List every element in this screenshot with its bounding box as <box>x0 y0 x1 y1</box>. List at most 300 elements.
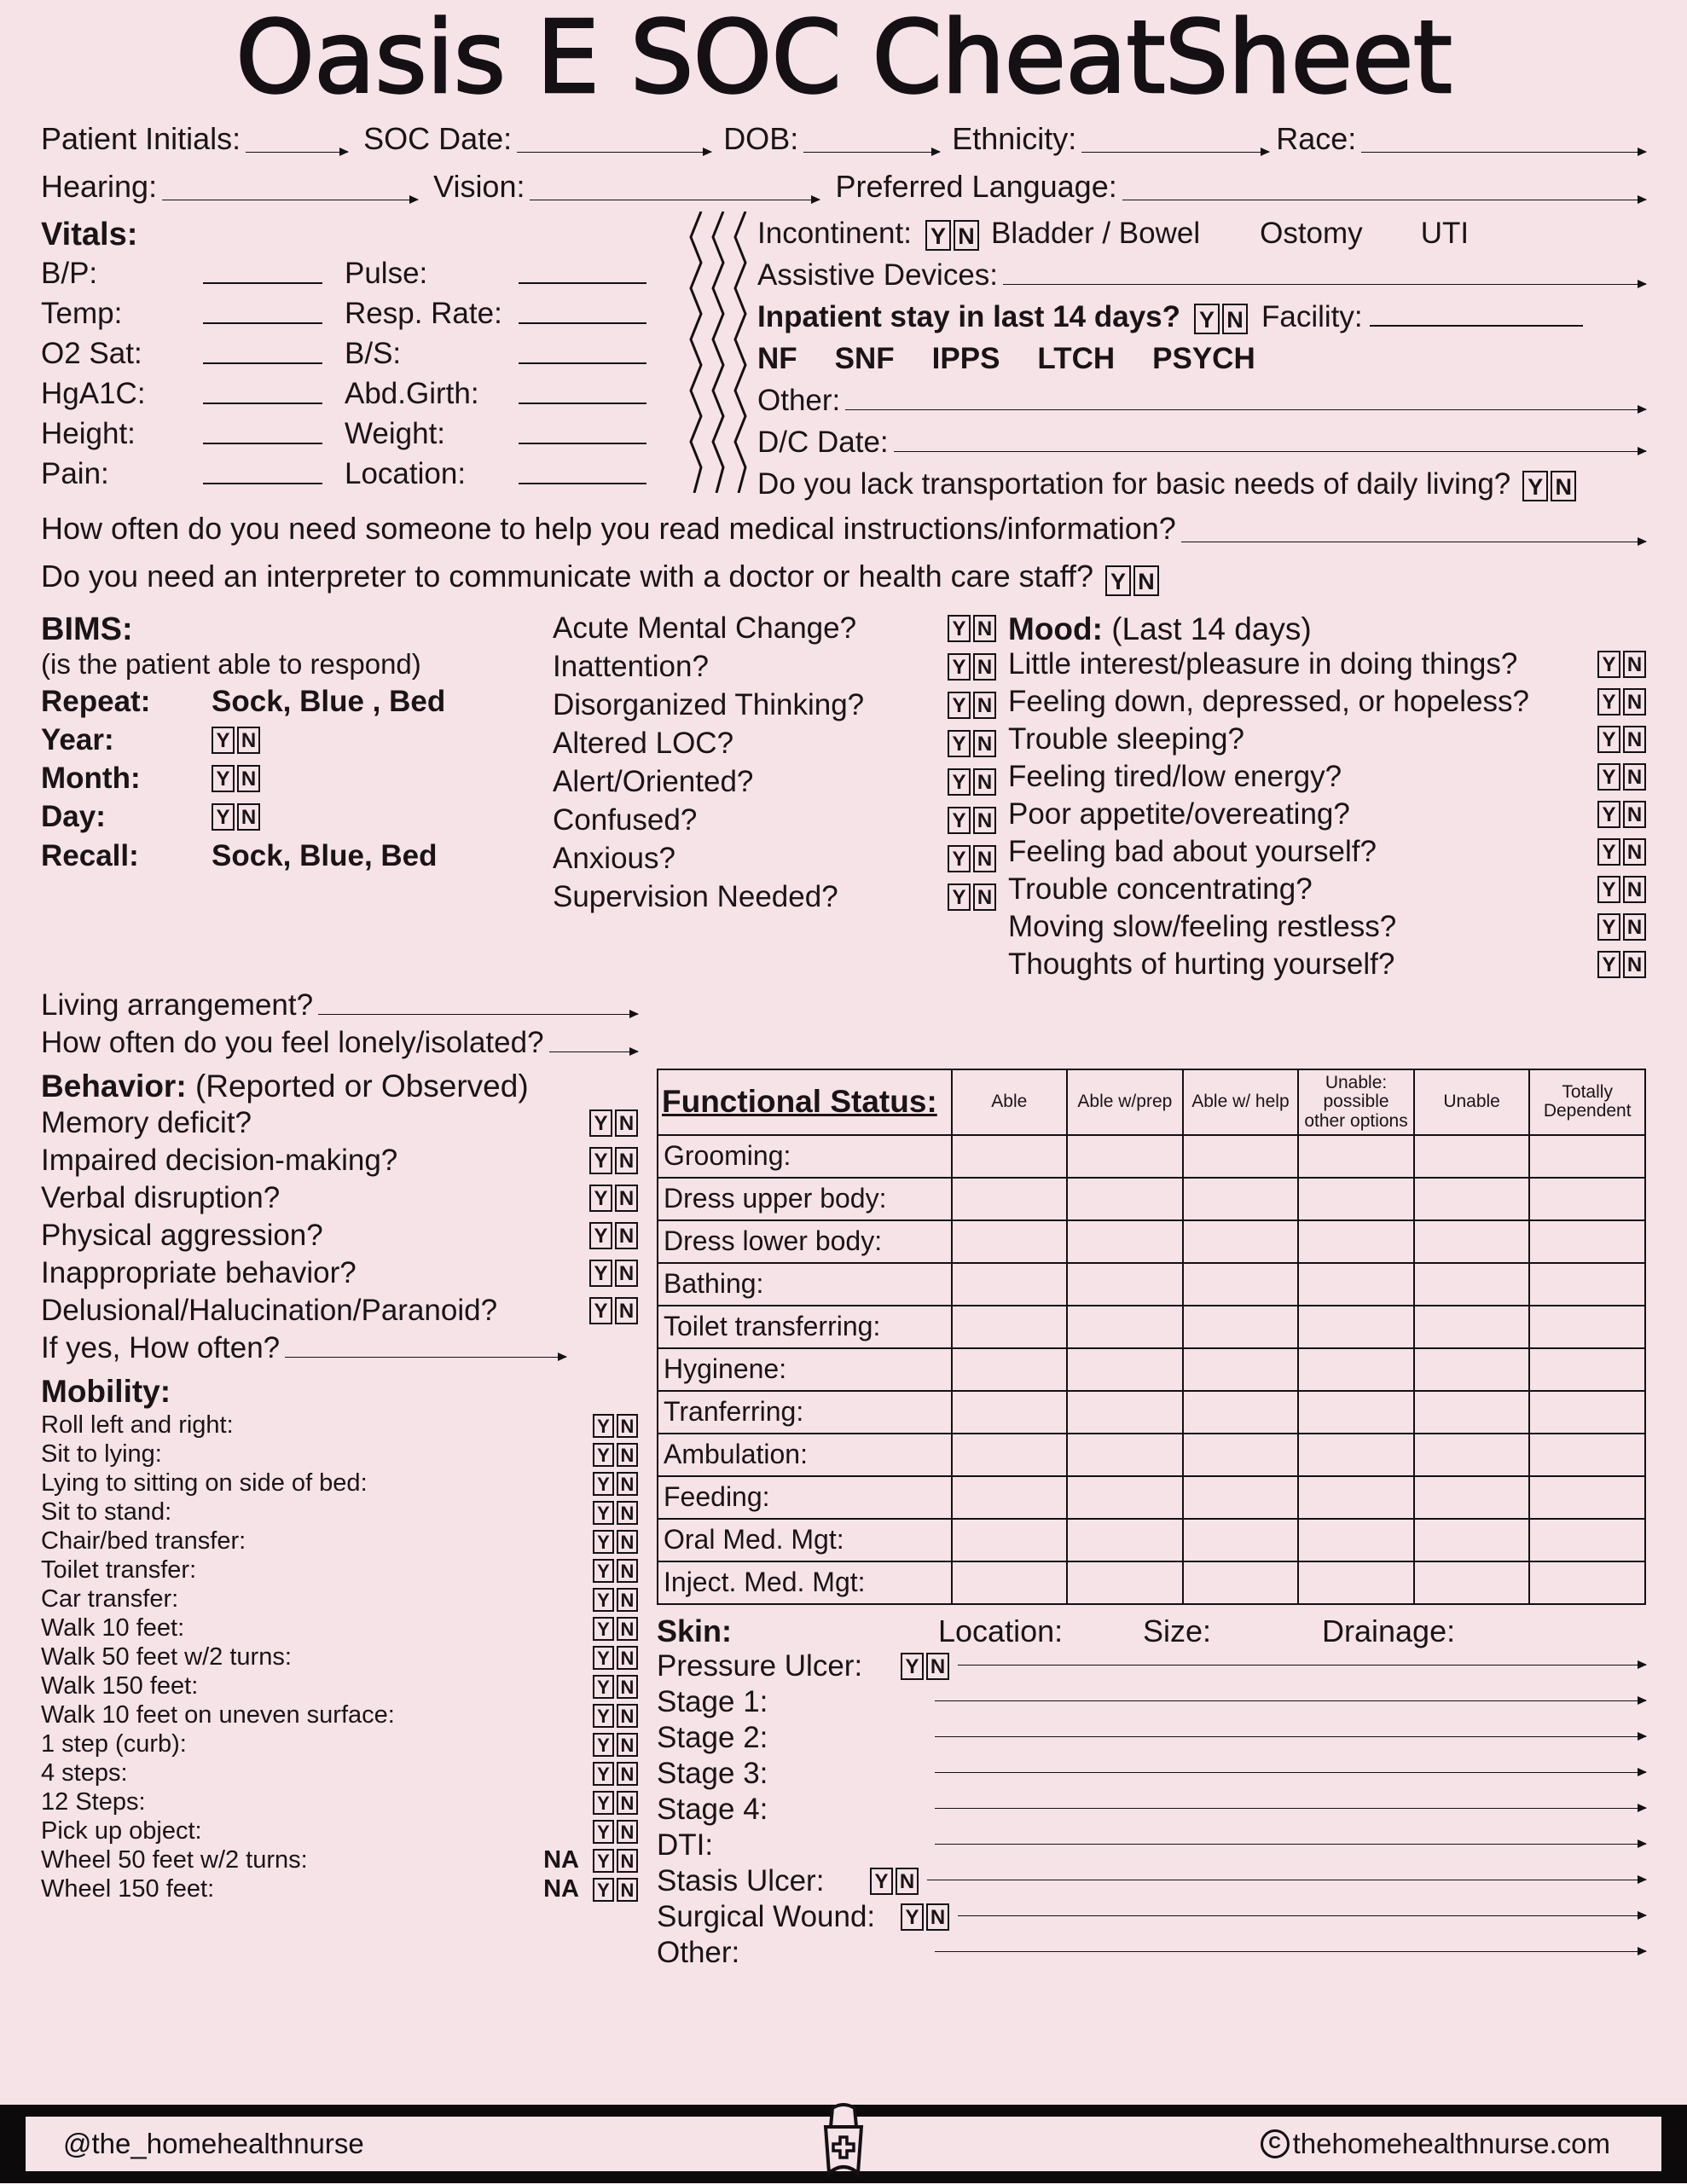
mobility-label-wheel-150-feet: Wheel 150 feet: <box>41 1875 215 1903</box>
mobility-chair-bed-transfer-yn[interactable] <box>593 1530 638 1554</box>
fs-cell-feeding-0[interactable] <box>952 1476 1068 1519</box>
mobility-1-step-curb-no[interactable]: N <box>617 1733 638 1757</box>
mobility-pick-up-object-yn[interactable] <box>593 1820 638 1844</box>
behavior-inappropriate-behavior-yn[interactable] <box>589 1260 638 1287</box>
behavior-impaired-decision-making-yn[interactable] <box>589 1147 638 1174</box>
mobility-12-steps-yn[interactable] <box>593 1791 638 1815</box>
behavior-memory-deficit-yes[interactable]: Y <box>589 1109 612 1137</box>
mobility-wheel-150-feet-yn[interactable] <box>593 1878 638 1902</box>
mood-trouble-sleeping-yn[interactable] <box>1597 726 1646 753</box>
behavior-memory-deficit-yn[interactable] <box>589 1109 638 1137</box>
mood-trouble-sleeping-yes[interactable]: Y <box>1597 726 1620 753</box>
skin-label-stage-1: Stage 1: <box>657 1684 768 1718</box>
mobility-wheel-150-feet-no[interactable]: N <box>617 1878 638 1902</box>
mental-inattention-yn[interactable] <box>948 653 996 681</box>
skin-input-stage-3[interactable] <box>935 1772 1646 1773</box>
mental-disorganized-thinking-yes[interactable]: Y <box>948 692 971 719</box>
mental-supervision-needed-yes[interactable]: Y <box>948 883 971 911</box>
mood-moving-slow-feeling-restless-no[interactable]: N <box>1623 913 1646 941</box>
table-row <box>658 1135 1645 1178</box>
mobility-wheel-150-feet-yes[interactable]: Y <box>593 1878 614 1902</box>
fs-cell-bathing-5[interactable] <box>1529 1263 1645 1306</box>
behavior-physical-aggression-yes[interactable]: Y <box>589 1222 612 1249</box>
fs-cell-dress-lower-body-3[interactable] <box>1298 1220 1414 1263</box>
mood-feeling-down-depressed-or-hopeless-yn[interactable] <box>1597 688 1646 715</box>
fs-cell-ambulation-5[interactable] <box>1529 1434 1645 1476</box>
fs-cell-hyginene-1[interactable] <box>1067 1348 1183 1391</box>
mental-confused-yn[interactable] <box>948 807 996 834</box>
mobility-toilet-transfer-yes[interactable]: Y <box>593 1559 614 1583</box>
mobility-walk-50-feet-w-2-turns-no[interactable]: N <box>617 1646 638 1670</box>
ethnicity-input[interactable] <box>1081 152 1269 153</box>
fs-cell-grooming-0[interactable] <box>952 1135 1068 1178</box>
mobility-walk-50-feet-w-2-turns-yes[interactable]: Y <box>593 1646 614 1670</box>
behavior-impaired-decision-making-no[interactable]: N <box>615 1147 638 1174</box>
vitals-input-b-s[interactable] <box>519 362 646 364</box>
mental-anxious-yn[interactable] <box>948 845 996 872</box>
mood-poor-appetite-overeating-no[interactable]: N <box>1623 801 1646 828</box>
mood-item <box>1008 872 1646 907</box>
race-input[interactable] <box>1361 152 1646 153</box>
lonely-input[interactable] <box>549 1051 638 1052</box>
bims-day-yes[interactable]: Y <box>212 803 235 831</box>
mental-status-item <box>553 611 996 646</box>
skin-surgical-wound-yn[interactable] <box>901 1903 949 1931</box>
fs-cell-hyginene-4[interactable] <box>1414 1348 1530 1391</box>
mental-inattention-yes[interactable]: Y <box>948 653 971 681</box>
behavior-label-memory-deficit: Memory deficit? <box>41 1106 252 1139</box>
vitals-input-b-p[interactable] <box>203 282 322 284</box>
interpreter-yn[interactable] <box>1105 565 1159 596</box>
mobility-walk-10-feet-on-uneven-surface-yn[interactable] <box>593 1704 638 1728</box>
mobility-sit-to-stand-yes[interactable]: Y <box>593 1501 614 1525</box>
skin-input-other[interactable] <box>935 1951 1646 1952</box>
mood-trouble-concentrating-no[interactable]: N <box>1623 876 1646 903</box>
mood-thoughts-of-hurting-yourself-yes[interactable]: Y <box>1597 951 1620 978</box>
mental-anxious-yes[interactable]: Y <box>948 845 971 872</box>
mood-moving-slow-feeling-restless-yn[interactable] <box>1597 913 1646 941</box>
mobility-wheel-50-feet-w-2-turns-yes[interactable]: Y <box>593 1849 614 1873</box>
mood-item <box>1008 685 1646 719</box>
vitals-label-abd-girth: Abd.Girth: <box>345 377 479 410</box>
behavior-inappropriate-behavior-yes[interactable]: Y <box>589 1260 612 1287</box>
mobility-12-steps-no[interactable]: N <box>617 1791 638 1815</box>
bims-year-yes[interactable]: Y <box>212 727 235 754</box>
fs-cell-feeding-4[interactable] <box>1414 1476 1530 1519</box>
mood-feeling-tired-low-energy-no[interactable]: N <box>1623 763 1646 791</box>
living-arrangement-input[interactable] <box>318 1014 638 1015</box>
behavior-impaired-decision-making-yes[interactable]: Y <box>589 1147 612 1174</box>
fs-cell-grooming-2[interactable] <box>1183 1135 1299 1178</box>
mobility-car-transfer-yes[interactable]: Y <box>593 1588 614 1612</box>
mental-acute-mental-change-yn[interactable] <box>948 615 996 642</box>
fs-cell-toilet-transferring-4[interactable] <box>1414 1306 1530 1348</box>
header-row-2 <box>41 169 1646 208</box>
vitals-input-pulse[interactable] <box>519 282 646 284</box>
fs-cell-bathing-4[interactable] <box>1414 1263 1530 1306</box>
fs-cell-oral-med-mgt-0[interactable] <box>952 1519 1068 1561</box>
mental-disorganized-thinking-yn[interactable] <box>948 692 996 719</box>
skin-pressure-ulcer-no[interactable]: N <box>926 1653 949 1680</box>
mobility-walk-10-feet-yn[interactable] <box>593 1617 638 1641</box>
bims-day-no[interactable]: N <box>237 803 260 831</box>
fs-cell-toilet-transferring-2[interactable] <box>1183 1306 1299 1348</box>
bims-item <box>41 723 553 757</box>
vitals-input-resp-rate[interactable] <box>519 322 646 324</box>
dc-date-input[interactable] <box>894 451 1646 452</box>
skin-col-drainage: Drainage: <box>1322 1613 1456 1648</box>
mobility-toilet-transfer-no[interactable]: N <box>617 1559 638 1583</box>
mobility-12-steps-yes[interactable]: Y <box>593 1791 614 1815</box>
fs-cell-toilet-transferring-0[interactable] <box>952 1306 1068 1348</box>
fs-cell-feeding-2[interactable] <box>1183 1476 1299 1519</box>
incontinent-label: Incontinent: <box>757 217 912 250</box>
mental-supervision-needed-no[interactable]: N <box>973 883 996 911</box>
fs-cell-dress-upper-body-1[interactable] <box>1067 1178 1183 1220</box>
fs-cell-dress-lower-body-2[interactable] <box>1183 1220 1299 1263</box>
mood-feeling-bad-about-yourself-yes[interactable]: Y <box>1597 838 1620 866</box>
transportation-no[interactable]: N <box>1551 471 1576 501</box>
interpreter-yes[interactable]: Y <box>1105 565 1131 596</box>
mobility-sit-to-lying-no[interactable]: N <box>617 1443 638 1467</box>
mental-label-supervision-needed: Supervision Needed? <box>553 880 838 913</box>
interpreter-no[interactable]: N <box>1133 565 1159 596</box>
mobility-item <box>41 1556 638 1584</box>
mobility-sit-to-lying-yn[interactable] <box>593 1443 638 1467</box>
mobility-item <box>41 1614 638 1642</box>
incontinent-options[interactable]: Bladder / Bowel <box>990 217 1201 250</box>
mobility-lying-to-sitting-on-side-of-bed-yes[interactable]: Y <box>593 1472 614 1496</box>
fs-cell-dress-upper-body-4[interactable] <box>1414 1178 1530 1220</box>
behavior-delusional-halucination-paranoid-yn[interactable] <box>589 1297 638 1324</box>
mobility-wheel-50-feet-w-2-turns-yn[interactable] <box>593 1849 638 1873</box>
mood-feeling-bad-about-yourself-no[interactable]: N <box>1623 838 1646 866</box>
fs-cell-dress-upper-body-5[interactable] <box>1529 1178 1645 1220</box>
fs-cell-dress-upper-body-3[interactable] <box>1298 1178 1414 1220</box>
skin-input-stage-4[interactable] <box>935 1808 1646 1809</box>
vitals-input-temp[interactable] <box>203 322 322 324</box>
behavior-howoften-input[interactable] <box>285 1357 566 1358</box>
vitals-input-height[interactable] <box>203 443 322 444</box>
behavior-label-impaired-decision-making: Impaired decision-making? <box>41 1144 398 1177</box>
fs-col-able-wprep: Able w/prep <box>1067 1069 1183 1135</box>
fs-cell-dress-upper-body-2[interactable] <box>1183 1178 1299 1220</box>
mood-feeling-down-depressed-or-hopeless-no[interactable]: N <box>1623 688 1646 715</box>
mental-alert-oriented-yes[interactable]: Y <box>948 768 971 796</box>
fs-cell-ambulation-2[interactable] <box>1183 1434 1299 1476</box>
behavior-physical-aggression-no[interactable]: N <box>615 1222 638 1249</box>
mobility-pick-up-object-yes[interactable]: Y <box>593 1820 614 1844</box>
mood-feeling-bad-about-yourself-yn[interactable] <box>1597 838 1646 866</box>
incontinent-yes[interactable]: Y <box>925 220 951 251</box>
lonely-label: How often do you feel lonely/isolated? <box>41 1026 544 1059</box>
fs-cell-hyginene-2[interactable] <box>1183 1348 1299 1391</box>
soc-date-input[interactable] <box>517 152 711 153</box>
mental-label-altered-loc: Altered LOC? <box>553 727 734 760</box>
fs-cell-tranferring-4[interactable] <box>1414 1391 1530 1434</box>
behavior-delusional-halucination-paranoid-no[interactable]: N <box>615 1297 638 1324</box>
facility-type-snf[interactable]: SNF <box>834 342 895 375</box>
mobility-roll-left-and-right-yn[interactable] <box>593 1414 638 1438</box>
mobility-roll-left-and-right-yes[interactable]: Y <box>593 1414 614 1438</box>
mood-little-interest-pleasure-in-doing-things-yes[interactable]: Y <box>1597 651 1620 678</box>
patient-initials-input[interactable] <box>246 152 348 153</box>
mood-moving-slow-feeling-restless-yes[interactable]: Y <box>1597 913 1620 941</box>
behavior-delusional-halucination-paranoid-yes[interactable]: Y <box>589 1297 612 1324</box>
behavior-verbal-disruption-yn[interactable] <box>589 1185 638 1212</box>
other-input[interactable] <box>845 409 1646 410</box>
mobility-lying-to-sitting-on-side-of-bed-yn[interactable] <box>593 1472 638 1496</box>
mobility-4-steps-yn[interactable] <box>593 1762 638 1786</box>
vitals-input-pain[interactable] <box>203 483 322 484</box>
mental-anxious-no[interactable]: N <box>973 845 996 872</box>
fs-cell-oral-med-mgt-3[interactable] <box>1298 1519 1414 1561</box>
mobility-4-steps-no[interactable]: N <box>617 1762 638 1786</box>
skin-stasis-ulcer-no[interactable]: N <box>896 1868 919 1895</box>
vitals-input-abd-girth[interactable] <box>519 403 646 404</box>
interpreter-row <box>41 559 1646 598</box>
fs-cell-tranferring-3[interactable] <box>1298 1391 1414 1434</box>
mental-disorganized-thinking-no[interactable]: N <box>973 692 996 719</box>
fs-col-able-whelp: Able w/ help <box>1183 1069 1299 1135</box>
uti-option[interactable]: UTI <box>1420 217 1470 250</box>
mood-poor-appetite-overeating-yes[interactable]: Y <box>1597 801 1620 828</box>
inpatient-stay-no[interactable]: N <box>1222 304 1248 334</box>
skin-stasis-ulcer-yn[interactable] <box>870 1868 919 1895</box>
dob-input[interactable] <box>803 152 940 153</box>
table-row <box>658 1178 1645 1220</box>
mobility-chair-bed-transfer-yes[interactable]: Y <box>593 1530 614 1554</box>
skin-input-surgical-wound[interactable] <box>958 1915 1646 1916</box>
mobility-car-transfer-no[interactable]: N <box>617 1588 638 1612</box>
fs-cell-hyginene-5[interactable] <box>1529 1348 1645 1391</box>
skin-surgical-wound-no[interactable]: N <box>926 1903 949 1931</box>
fs-cell-ambulation-1[interactable] <box>1067 1434 1183 1476</box>
vitals-input-hga1c[interactable] <box>203 403 322 404</box>
mobility-toilet-transfer-yn[interactable] <box>593 1559 638 1583</box>
fs-cell-inject-med-mgt-4[interactable] <box>1414 1561 1530 1604</box>
mobility-sit-to-lying-yes[interactable]: Y <box>593 1443 614 1467</box>
mobility-label-1-step-curb: 1 step (curb): <box>41 1730 187 1758</box>
footer-handle[interactable]: @the_homehealthnurse <box>63 2128 364 2159</box>
fs-cell-tranferring-5[interactable] <box>1529 1391 1645 1434</box>
facility-type-psych[interactable]: PSYCH <box>1152 342 1255 375</box>
footer-website[interactable]: thehomehealthnurse.com <box>1292 2128 1610 2159</box>
mental-confused-yes[interactable]: Y <box>948 807 971 834</box>
mobility-label-roll-left-and-right: Roll left and right: <box>41 1411 234 1439</box>
bims-year-no[interactable]: N <box>237 727 260 754</box>
skin-input-dti[interactable] <box>935 1844 1646 1845</box>
mobility-lying-to-sitting-on-side-of-bed-no[interactable]: N <box>617 1472 638 1496</box>
facility-type-ltch[interactable]: LTCH <box>1037 342 1116 375</box>
fs-cell-dress-lower-body-1[interactable] <box>1067 1220 1183 1263</box>
fs-cell-oral-med-mgt-5[interactable] <box>1529 1519 1645 1561</box>
mobility-car-transfer-yn[interactable] <box>593 1588 638 1612</box>
mood-heading-row <box>1008 611 1646 647</box>
mood-trouble-concentrating-yn[interactable] <box>1597 876 1646 903</box>
fs-cell-dress-lower-body-5[interactable] <box>1529 1220 1645 1263</box>
fs-cell-feeding-3[interactable] <box>1298 1476 1414 1519</box>
fs-cell-grooming-1[interactable] <box>1067 1135 1183 1178</box>
fs-cell-tranferring-2[interactable] <box>1183 1391 1299 1434</box>
mental-confused-no[interactable]: N <box>973 807 996 834</box>
mental-altered-loc-yes[interactable]: Y <box>948 730 971 757</box>
incontinent-no[interactable]: N <box>954 220 979 251</box>
vitals-input-o2-sat[interactable] <box>203 362 322 364</box>
facility-type-ipps[interactable]: IPPS <box>931 342 1000 375</box>
mood-trouble-sleeping-no[interactable]: N <box>1623 726 1646 753</box>
footer-website-row[interactable] <box>1261 2128 1610 2160</box>
fs-cell-toilet-transferring-1[interactable] <box>1067 1306 1183 1348</box>
facility-input[interactable] <box>1370 325 1583 327</box>
transportation-yn[interactable] <box>1522 471 1576 501</box>
fs-cell-oral-med-mgt-2[interactable] <box>1183 1519 1299 1561</box>
bims-month-yn[interactable] <box>212 765 260 792</box>
mobility-walk-10-feet-no[interactable]: N <box>617 1617 638 1641</box>
fs-cell-bathing-2[interactable] <box>1183 1263 1299 1306</box>
mental-acute-mental-change-yes[interactable]: Y <box>948 615 971 642</box>
skin-label-other: Other: <box>657 1935 740 1969</box>
mobility-walk-150-feet-no[interactable]: N <box>617 1675 638 1699</box>
mental-supervision-needed-yn[interactable] <box>948 883 996 911</box>
mobility-walk-150-feet-yn[interactable] <box>593 1675 638 1699</box>
mood-trouble-concentrating-yes[interactable]: Y <box>1597 876 1620 903</box>
skin-pressure-ulcer-yes[interactable]: Y <box>901 1653 924 1680</box>
fs-cell-oral-med-mgt-1[interactable] <box>1067 1519 1183 1561</box>
mobility-wheel-50-feet-w-2-turns-no[interactable]: N <box>617 1849 638 1873</box>
mood-item <box>1008 797 1646 831</box>
bims-item <box>41 800 553 834</box>
fs-cell-ambulation-0[interactable] <box>952 1434 1068 1476</box>
mobility-chair-bed-transfer-no[interactable]: N <box>617 1530 638 1554</box>
assistive-devices-input[interactable] <box>1003 284 1646 285</box>
read-help-row <box>41 511 1646 550</box>
fs-cell-feeding-1[interactable] <box>1067 1476 1183 1519</box>
fs-cell-feeding-5[interactable] <box>1529 1476 1645 1519</box>
mobility-sit-to-stand-yn[interactable] <box>593 1501 638 1525</box>
vitals-input-weight[interactable] <box>519 443 646 444</box>
behavior-label-physical-aggression: Physical aggression? <box>41 1219 323 1252</box>
mental-alert-oriented-no[interactable]: N <box>973 768 996 796</box>
mood-thoughts-of-hurting-yourself-no[interactable]: N <box>1623 951 1646 978</box>
mood-feeling-tired-low-energy-yes[interactable]: Y <box>1597 763 1620 791</box>
incontinent-yn[interactable] <box>925 220 979 251</box>
mental-status-item <box>553 688 996 722</box>
fs-cell-tranferring-1[interactable] <box>1067 1391 1183 1434</box>
inpatient-stay-yn[interactable] <box>1194 304 1248 334</box>
fs-cell-bathing-0[interactable] <box>952 1263 1068 1306</box>
inpatient-stay-yes[interactable]: Y <box>1194 304 1220 334</box>
fs-cell-tranferring-0[interactable] <box>952 1391 1068 1434</box>
fs-cell-inject-med-mgt-3[interactable] <box>1298 1561 1414 1604</box>
fs-cell-hyginene-0[interactable] <box>952 1348 1068 1391</box>
fs-cell-inject-med-mgt-1[interactable] <box>1067 1561 1183 1604</box>
fs-cell-toilet-transferring-5[interactable] <box>1529 1306 1645 1348</box>
fs-cell-dress-upper-body-0[interactable] <box>952 1178 1068 1220</box>
behavior-verbal-disruption-yes[interactable]: Y <box>589 1185 612 1212</box>
skin-surgical-wound-yes[interactable]: Y <box>901 1903 924 1931</box>
fs-cell-hyginene-3[interactable] <box>1298 1348 1414 1391</box>
footer <box>0 2105 1687 2183</box>
mobility-1-step-curb-yn[interactable] <box>593 1733 638 1757</box>
fs-cell-toilet-transferring-3[interactable] <box>1298 1306 1414 1348</box>
bims-month-yes[interactable]: Y <box>212 765 235 792</box>
fs-cell-inject-med-mgt-0[interactable] <box>952 1561 1068 1604</box>
mood-poor-appetite-overeating-yn[interactable] <box>1597 801 1646 828</box>
transportation-yes[interactable]: Y <box>1522 471 1548 501</box>
fs-cell-oral-med-mgt-4[interactable] <box>1414 1519 1530 1561</box>
mental-label-anxious: Anxious? <box>553 842 675 875</box>
fs-cell-ambulation-3[interactable] <box>1298 1434 1414 1476</box>
behavior-inappropriate-behavior-no[interactable]: N <box>615 1260 638 1287</box>
behavior-physical-aggression-yn[interactable] <box>589 1222 638 1249</box>
mobility-walk-10-feet-on-uneven-surface-no[interactable]: N <box>617 1704 638 1728</box>
behavior-howoften-label: If yes, How often? <box>41 1331 281 1364</box>
mental-altered-loc-no[interactable]: N <box>973 730 996 757</box>
mobility-walk-10-feet-yes[interactable]: Y <box>593 1617 614 1641</box>
skin-row <box>657 1828 1646 1862</box>
fs-cell-bathing-1[interactable] <box>1067 1263 1183 1306</box>
fs-cell-inject-med-mgt-5[interactable] <box>1529 1561 1645 1604</box>
skin-input-stage-1[interactable] <box>935 1700 1646 1701</box>
mental-acute-mental-change-no[interactable]: N <box>973 615 996 642</box>
mobility-1-step-curb-yes[interactable]: Y <box>593 1733 614 1757</box>
mental-alert-oriented-yn[interactable] <box>948 768 996 796</box>
fs-row-label-feeding: Feeding: <box>658 1476 952 1519</box>
mental-altered-loc-yn[interactable] <box>948 730 996 757</box>
mobility-item <box>41 1788 638 1816</box>
mood-feeling-tired-low-energy-yn[interactable] <box>1597 763 1646 791</box>
fs-cell-dress-lower-body-0[interactable] <box>952 1220 1068 1263</box>
mood-little-interest-pleasure-in-doing-things-yn[interactable] <box>1597 651 1646 678</box>
mobility-walk-10-feet-on-uneven-surface-yes[interactable]: Y <box>593 1704 614 1728</box>
fs-cell-dress-lower-body-4[interactable] <box>1414 1220 1530 1263</box>
mood-feeling-down-depressed-or-hopeless-yes[interactable]: Y <box>1597 688 1620 715</box>
bims-year-yn[interactable] <box>212 727 260 754</box>
vitals-input-location[interactable] <box>519 483 646 484</box>
skin-input-stage-2[interactable] <box>935 1736 1646 1737</box>
mood-thoughts-of-hurting-yourself-yn[interactable] <box>1597 951 1646 978</box>
assessment-section <box>0 611 1687 985</box>
ostomy-option[interactable]: Ostomy <box>1260 217 1363 250</box>
fs-cell-grooming-5[interactable] <box>1529 1135 1645 1178</box>
vitals-row <box>41 337 689 371</box>
mobility-walk-50-feet-w-2-turns-yn[interactable] <box>593 1646 638 1670</box>
behavior-verbal-disruption-no[interactable]: N <box>615 1185 638 1212</box>
fs-cell-bathing-3[interactable] <box>1298 1263 1414 1306</box>
mobility-walk-150-feet-yes[interactable]: Y <box>593 1675 614 1699</box>
mobility-roll-left-and-right-no[interactable]: N <box>617 1414 638 1438</box>
fs-cell-ambulation-4[interactable] <box>1414 1434 1530 1476</box>
skin-row <box>657 1721 1646 1755</box>
bims-day-yn[interactable] <box>212 803 260 831</box>
facility-type-nf[interactable]: NF <box>757 342 797 375</box>
mood-little-interest-pleasure-in-doing-things-no[interactable]: N <box>1623 651 1646 678</box>
skin-pressure-ulcer-yn[interactable] <box>901 1653 949 1680</box>
bims-month-no[interactable]: N <box>237 765 260 792</box>
mobility-sit-to-stand-no[interactable]: N <box>617 1501 638 1525</box>
mobility-pick-up-object-no[interactable]: N <box>617 1820 638 1844</box>
behavior-memory-deficit-no[interactable]: N <box>615 1109 638 1137</box>
mobility-4-steps-yes[interactable]: Y <box>593 1762 614 1786</box>
fs-cell-grooming-4[interactable] <box>1414 1135 1530 1178</box>
fs-cell-grooming-3[interactable] <box>1298 1135 1414 1178</box>
bims-repeat-value: Sock, Blue , Bed <box>212 685 446 718</box>
skin-stasis-ulcer-yes[interactable]: Y <box>870 1868 893 1895</box>
fs-cell-inject-med-mgt-2[interactable] <box>1183 1561 1299 1604</box>
mental-inattention-no[interactable]: N <box>973 653 996 681</box>
skin-input-pressure-ulcer[interactable] <box>958 1665 1646 1666</box>
